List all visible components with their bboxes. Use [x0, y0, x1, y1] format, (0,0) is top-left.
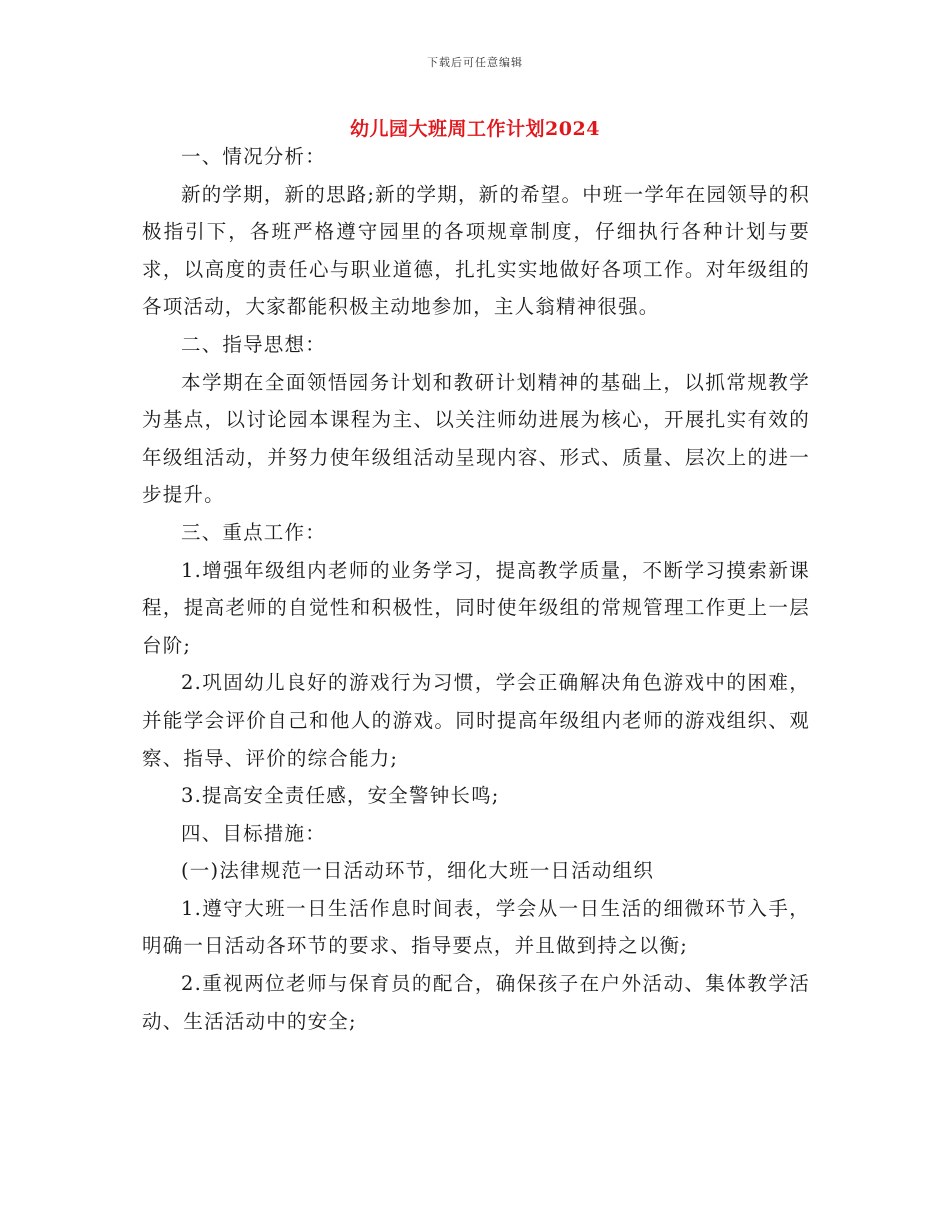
- document-title: 幼儿园大班周工作计划2024: [350, 118, 600, 140]
- paragraph-measure-1: 1.遵守大班一日生活作息时间表，学会从一日生活的细微环节入手，明确一日活动各环节的要求、指导要点，并且做到持之以衡;: [142, 896, 810, 958]
- heading-guiding-ideology: 二、指导思想：: [181, 332, 326, 356]
- heading-situation-analysis: 一、情况分析：: [181, 145, 326, 168]
- paragraph-key-work-1: 1.增强年级组内老师的业务学习，提高教学质量，不断学习摸索新课程，提高老师的自觉性和积极性，同时使年级组的常规管理工作更上一层台阶;: [142, 558, 810, 657]
- header-note: 下载后可任意编辑: [427, 56, 523, 69]
- paragraph-key-work-3: 3.提高安全责任感，安全警钟长鸣;: [181, 784, 500, 808]
- paragraph-measure-2: 2.重视两位老师与保育员的配合，确保孩子在户外活动、集体教学活动、生活活动中的安全;: [142, 972, 810, 1033]
- subheading-daily-activities: (一)法律规范一日活动环节，细化大班一日活动组织: [181, 859, 655, 883]
- document-body: [142, 138, 810, 1040]
- paragraph-guiding: 本学期在全面领悟园务计划和教研计划精神的基础上，以抓常规教学为基点，以讨论园本课程为主、以关注师幼进展为核心，开展扎实有效的年级组活动，并努力使年级组活动呈现内容、形式、质量、层次上的进一步提升。: [142, 370, 810, 507]
- paragraph-situation: 新的学期，新的思路;新的学期，新的希望。中班一学年在园领导的积极指引下，各班严格遵守园里的各项规章制度，仔细执行各种计划与要求，以高度的责任心与职业道德，扎扎实实地做好各项工作。对年级组的各项活动，大家都能积极主动地参加，主人翁精神很强。: [142, 182, 810, 319]
- heading-goals-measures: 四、目标措施：: [181, 821, 326, 845]
- heading-key-work: 三、重点工作：: [181, 520, 326, 544]
- paragraph-key-work-2: 2.巩固幼儿良好的游戏行为习惯，学会正确解决角色游戏中的困难，并能学会评价自己和他人的游戏。同时提高年级组内老师的游戏组织、观察、指导、评价的综合能力;: [142, 671, 810, 770]
